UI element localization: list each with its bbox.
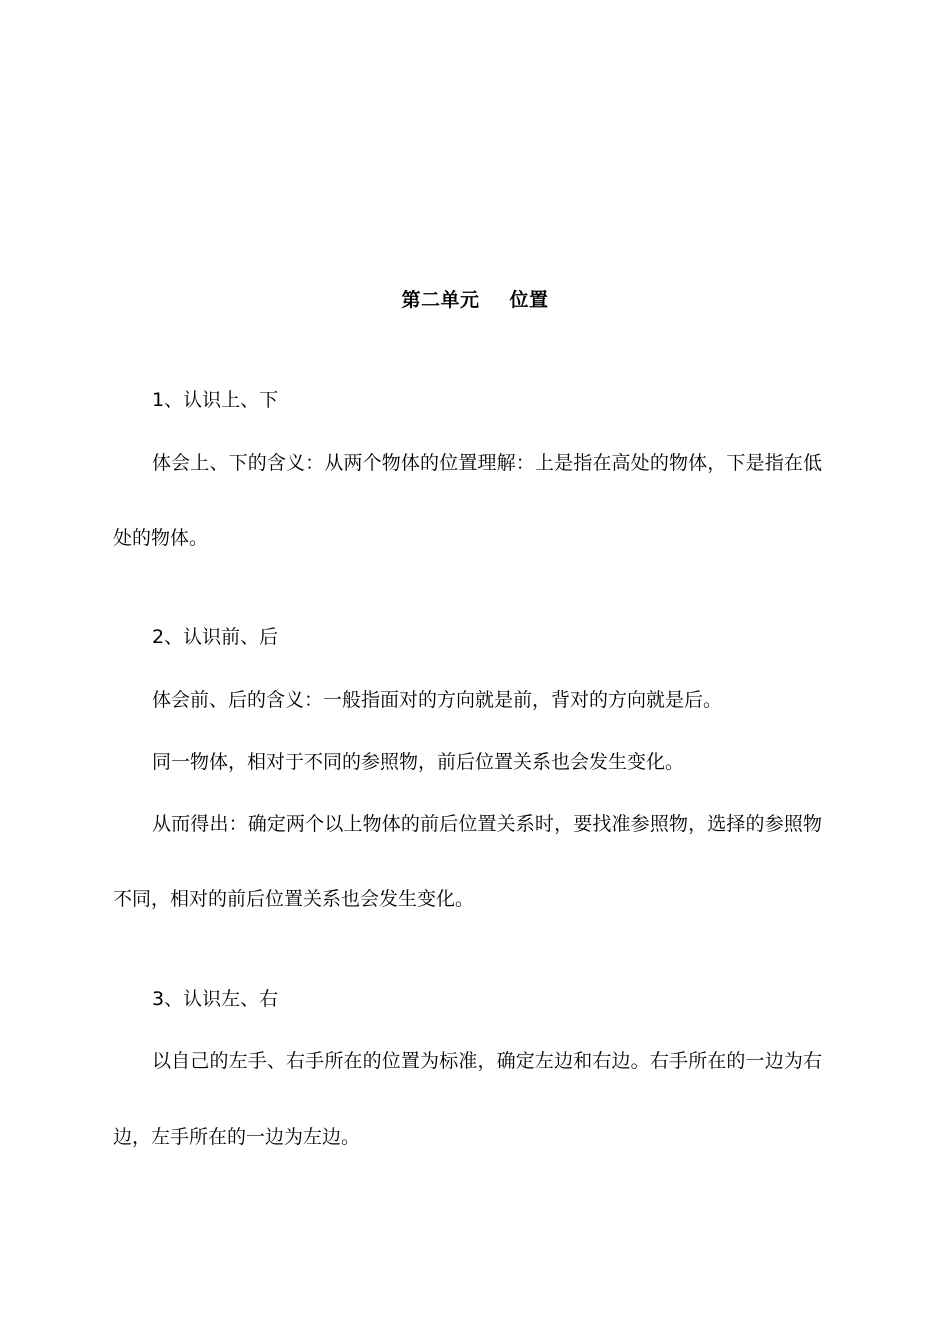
section-1-paragraph-1-line-2: 处的物体。 [113,527,209,549]
section-2-paragraph-3-line-1: 从而得出：确定两个以上物体的前后位置关系时，要找准参照物，选择的参照物 [152,813,822,835]
title-unit: 第二单元 [401,289,480,311]
section-2-heading: 2、认识前、后 [152,626,279,648]
section-2-paragraph-2: 同一物体，相对于不同的参照物，前后位置关系也会发生变化。 [152,751,685,773]
section-3-paragraph-1-line-2: 边，左手所在的一边为左边。 [113,1126,361,1148]
page-title [0,286,950,314]
section-1-heading: 1、认识上、下 [152,389,279,411]
title-topic: 位置 [509,289,549,311]
section-3-paragraph-1-line-1: 以自己的左手、右手所在的位置为标准，确定左边和右边。右手所在的一边为右 [152,1050,822,1072]
section-1-paragraph-1-line-1: 体会上、下的含义：从两个物体的位置理解：上是指在高处的物体，下是指在低 [152,452,822,474]
section-2-paragraph-1: 体会前、后的含义：一般指面对的方向就是前，背对的方向就是后。 [152,689,723,711]
section-3-heading: 3、认识左、右 [152,988,279,1010]
section-2-paragraph-3-line-2: 不同，相对的前后位置关系也会发生变化。 [113,888,475,910]
